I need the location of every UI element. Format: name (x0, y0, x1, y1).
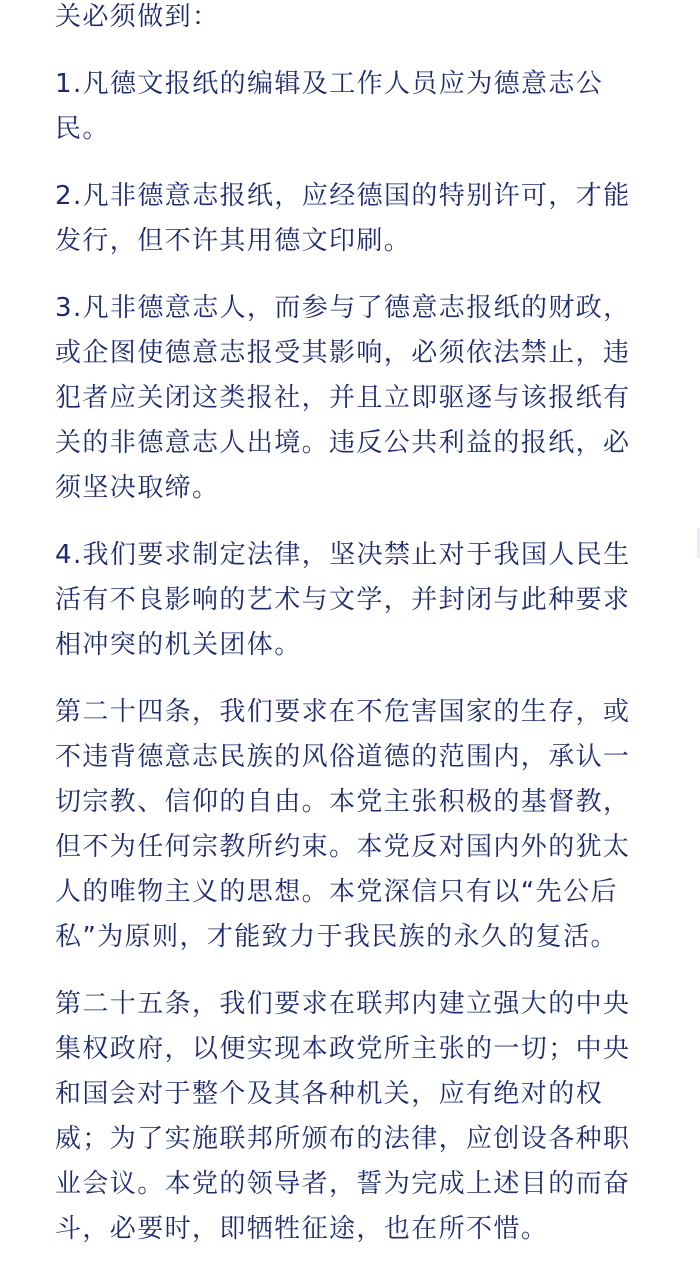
article-body (55, 0, 655, 1274)
paragraph-article-25: 第二十五条，我们要求在联邦内建立强大的中央集权政府，以便实现本政党所主张的一切；中央和国会对于整个及其各种机关，应有绝对的权威；为了实施联邦所颁布的法律，应创设各种职业会议。本党的领导者，誓为完成上述目的而奋斗，必要时，即牺牲征途，也在所不惜。 (55, 989, 631, 1244)
paragraph-item-3: 3.凡非德意志人，而参与了德意志报纸的财政，或企图使德意志报受其影响，必须依法禁止，违犯者应关闭这类报社，并且立即驱逐与该报纸有关的非德意志人出境。违反公共利益的报纸，必须坚决取缔。 (55, 293, 631, 503)
paragraph-article-24: 第二十四条，我们要求在不危害国家的生存，或不违背德意志民族的风俗道德的范围内，承认一切宗教、信仰的自由。本党主张积极的基督教，但不为任何宗教所约束。本党反对国内外的犹太人的唯物主义的思想。本党深信只有以“先公后私”为原则，才能致力于我民族的永久的复活。 (55, 697, 631, 952)
paragraph-item-2: 2.凡非德意志报纸，应经德国的特别许可，才能发行，但不许其用德文印刷。 (55, 181, 631, 256)
paragraph-item-4: 4.我们要求制定法律，坚决禁止对于我国人民生活有不良影响的艺术与文学，并封闭与此种要求相冲突的机关团体。 (55, 540, 631, 660)
paragraph-intro: 关必须做到： (55, 2, 220, 32)
paragraph-item-1: 1.凡德文报纸的编辑及工作人员应为德意志公民。 (55, 69, 604, 144)
